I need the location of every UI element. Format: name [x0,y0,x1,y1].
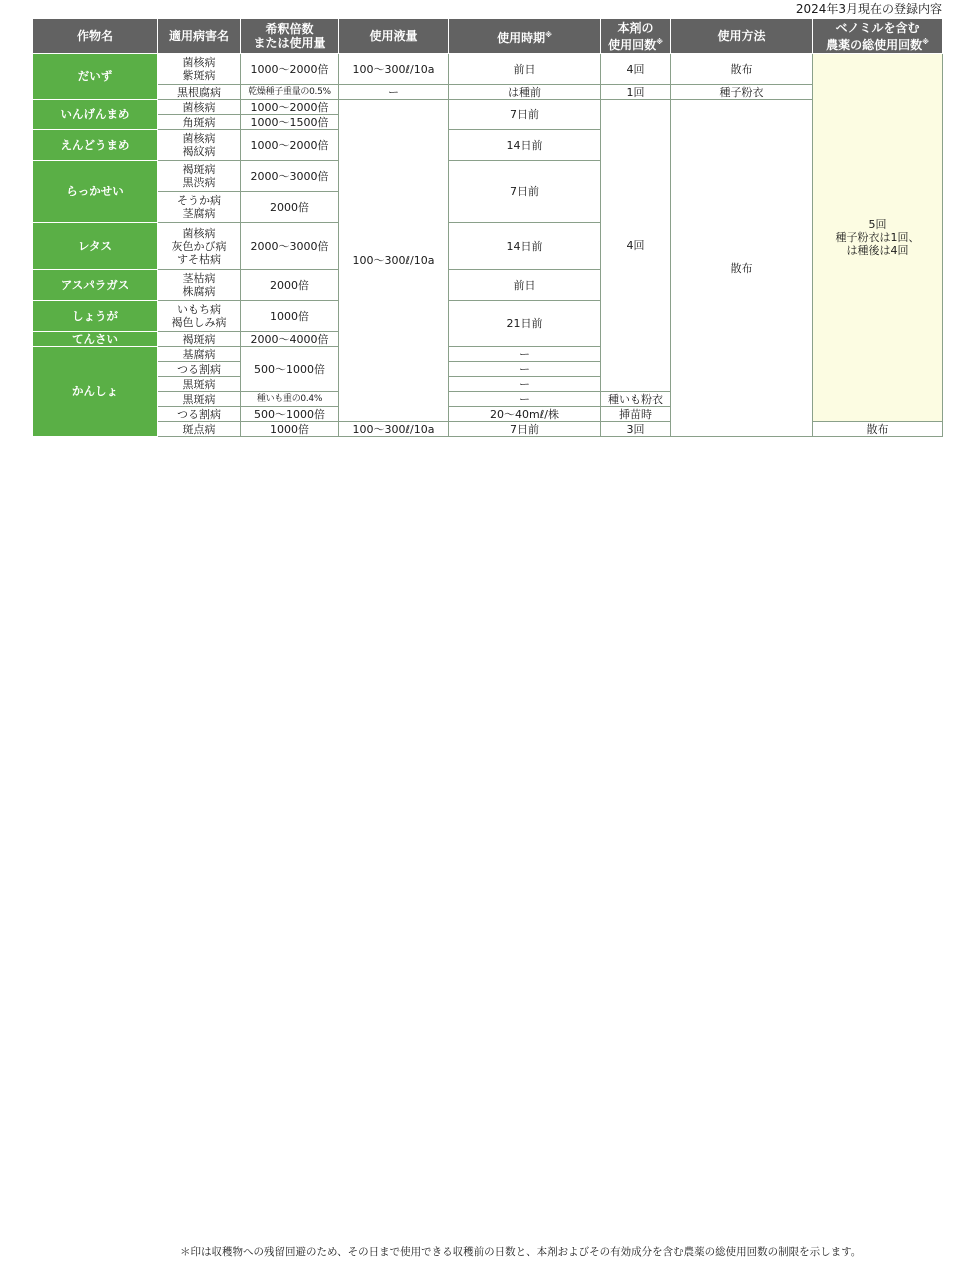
disease-cell: 斑点病 [158,422,241,437]
method-cell: 散布 [671,54,813,85]
timing-cell: 前日 [449,54,601,85]
header-row [33,19,943,54]
header-liquid: 使用液量 [339,19,449,54]
timing-cell: は種前 [449,85,601,100]
count-cell: 4回 [601,54,671,85]
liquid-cell: ー [339,85,449,100]
timing-cell: 前日 [449,270,601,301]
count-cell: 3回 [601,422,671,437]
crop-cell: レタス [33,223,158,270]
header-dilution: 希釈倍数 または使用量 [241,19,339,54]
timing-cell: 21日前 [449,301,601,347]
disease-cell: 角斑病 [158,115,241,130]
disease-cell: 黒根腐病 [158,85,241,100]
dilution-cell: 1000倍 [241,301,339,332]
method-cell: 散布 [671,100,813,437]
disease-cell: 褐斑病 黒渋病 [158,161,241,192]
disease-cell: 茎枯病 株腐病 [158,270,241,301]
disease-cell: 菌核病 褐紋病 [158,130,241,161]
timing-cell: 14日前 [449,130,601,161]
footnote: ＊印は収穫物への残留回避のため、その日まで使用できる収穫前の日数と、本剤およびその有効成分を含む農薬の総使用回数の制限を示します。 [180,1246,862,1258]
dilution-cell: 種いも重の0.4% [241,392,339,407]
dilution-cell: 1000～2000倍 [241,54,339,85]
crop-cell: てんさい [33,332,158,347]
header-total: ベノミルを含む 農薬の総使用回数※ [813,19,943,54]
method-cell: 散布 [813,422,943,437]
timing-cell: 14日前 [449,223,601,270]
disease-cell: そうか病 茎腐病 [158,192,241,223]
liquid-cell: 20～40mℓ/株 [449,407,601,422]
table-row [33,54,943,85]
disease-cell: 基腐病 [158,347,241,362]
count-cell: 4回 [601,100,671,392]
method-cell: 種子粉衣 [671,85,813,100]
liquid-cell: 100～300ℓ/10a [339,422,449,437]
crop-cell: えんどうまめ [33,130,158,161]
disease-cell: 黒斑病 [158,392,241,407]
crop-cell: かんしょ [33,347,158,437]
dilution-cell: 2000倍 [241,192,339,223]
disease-cell: いもち病 褐色しみ病 [158,301,241,332]
liquid-cell: ー [449,377,601,392]
dilution-cell: 1000～2000倍 [241,130,339,161]
crop-cell: アスパラガス [33,270,158,301]
disease-cell: 黒斑病 [158,377,241,392]
disease-cell: 菌核病 灰色かび病 すそ枯病 [158,223,241,270]
crop-cell: いんげんまめ [33,100,158,130]
header-crop: 作物名 [33,19,158,54]
registration-date-note: 2024年3月現在の登録内容 [795,2,942,16]
table-row [33,100,943,115]
dilution-cell: 500～1000倍 [241,347,339,392]
liquid-cell: ー [449,347,601,362]
method-cell: 種いも粉衣 [601,392,671,407]
dilution-cell: 乾燥種子重量の0.5% [241,85,339,100]
disease-cell: つる割病 [158,407,241,422]
dilution-cell: 1000倍 [241,422,339,437]
total-cell: 5回 種子粉衣は1回、 は種後は4回 [813,54,943,422]
disease-cell: 菌核病 紫斑病 [158,54,241,85]
dilution-cell: 500～1000倍 [241,407,339,422]
dilution-cell: 2000倍 [241,270,339,301]
crop-cell: だいず [33,54,158,100]
table-row [33,85,943,100]
disease-cell: 褐斑病 [158,332,241,347]
header-count: 本剤の 使用回数※ [601,19,671,54]
header-disease: 適用病害名 [158,19,241,54]
count-cell: 1回 [601,85,671,100]
pesticide-registration-table [32,18,943,437]
disease-cell: つる割病 [158,362,241,377]
timing-cell: 挿苗時 [601,407,671,422]
timing-cell: 7日前 [449,161,601,223]
disease-cell: 菌核病 [158,100,241,115]
crop-cell: しょうが [33,301,158,332]
header-timing: 使用時期※ [449,19,601,54]
crop-cell: らっかせい [33,161,158,223]
liquid-cell: 100～300ℓ/10a [339,100,449,422]
dilution-cell: 2000～3000倍 [241,161,339,192]
timing-cell: 7日前 [449,422,601,437]
liquid-cell: 100～300ℓ/10a [339,54,449,85]
dilution-cell: 1000～1500倍 [241,115,339,130]
dilution-cell: 1000～2000倍 [241,100,339,115]
timing-cell: 7日前 [449,100,601,130]
header-method: 使用方法 [671,19,813,54]
liquid-cell: ー [449,392,601,407]
liquid-cell: ー [449,362,601,377]
dilution-cell: 2000～4000倍 [241,332,339,347]
dilution-cell: 2000～3000倍 [241,223,339,270]
